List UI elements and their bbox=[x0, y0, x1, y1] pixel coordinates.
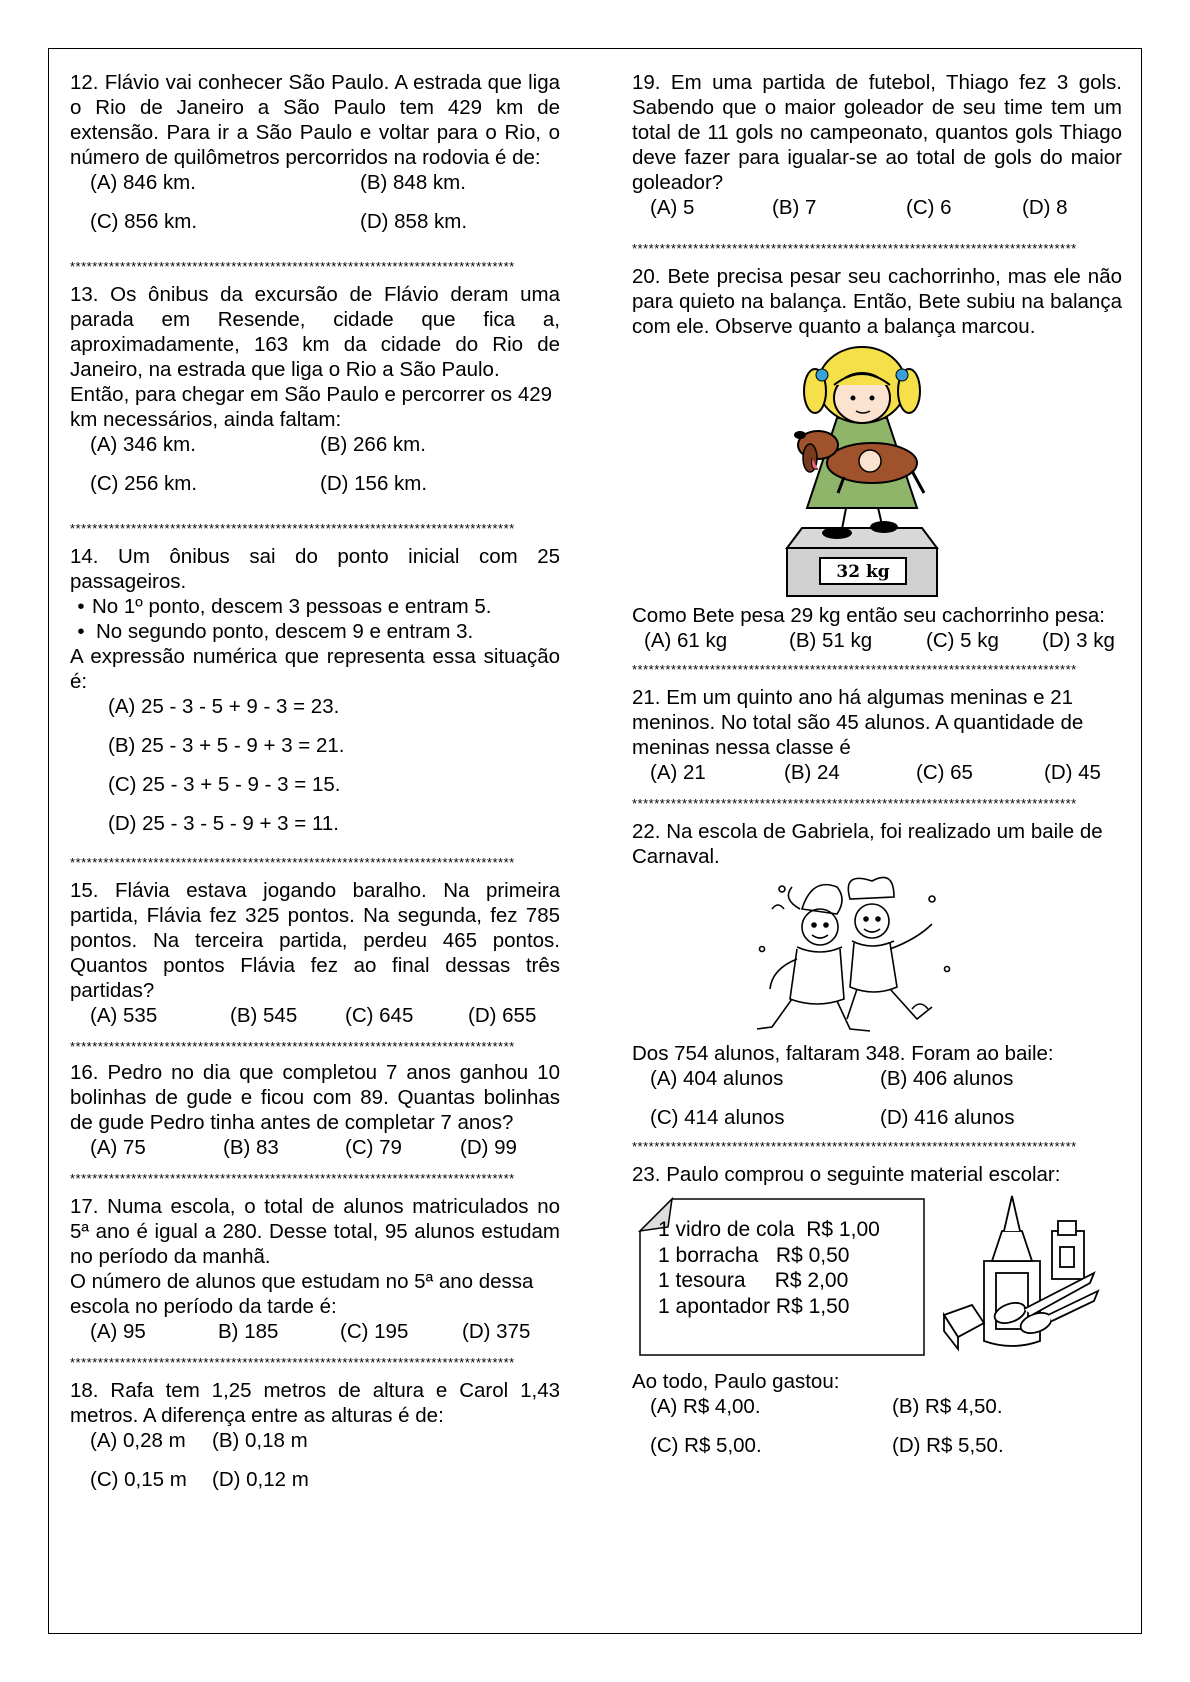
question-15-text: 15. Flávia estava jogando baralho. Na primeira partida, Flávia fez 325 pontos. Na segunda, fez 785 pontos. Na terceira partida, perdeu 465 pontos. Quantos pontos Flávia fez ao final dessas três partidas? bbox=[70, 879, 560, 1002]
question-12-text: 12. Flávio vai conhecer São Paulo. A estrada que liga o Rio de Janeiro a São Paulo tem 429 km de extensão. Para ir a São Paulo e voltar para o Rio, o número de quilômetros percorridos na rodovia é de: bbox=[70, 71, 560, 169]
question-16-text: 16. Pedro no dia que completou 7 anos ganhou 10 bolinhas de gude e ficou com 89. Quantas bolinhas de gude Pedro tinha antes de completar 7 anos? bbox=[70, 1061, 560, 1134]
question-12 bbox=[70, 70, 560, 170]
question-15-options bbox=[70, 1003, 560, 1028]
question-23 bbox=[632, 1162, 1122, 1187]
separator: ******************************************************************************** bbox=[70, 522, 515, 536]
question-17-text: 17. Numa escola, o total de alunos matriculados no 5ª ano é igual a 280. Desse total, 95 alunos estudam no período da manhã. bbox=[70, 1195, 560, 1268]
separator: ******************************************************************************** bbox=[632, 242, 1077, 256]
option-b[interactable]: (B) 83 bbox=[223, 1136, 279, 1159]
question-17-options bbox=[70, 1319, 560, 1344]
option-a[interactable]: (A) 535 bbox=[90, 1004, 158, 1027]
separator: ******************************************************************************** bbox=[70, 260, 515, 274]
girl-on-scale-illustration bbox=[632, 343, 1122, 603]
option-d[interactable]: (D) 25 - 3 - 5 - 9 + 3 = 11. bbox=[108, 812, 339, 835]
girl-with-dog-on-scale-image bbox=[632, 343, 1122, 603]
option-b[interactable]: (B) 545 bbox=[230, 1004, 298, 1027]
price-item: 1 apontador R$ 1,50 bbox=[658, 1294, 850, 1318]
bullet-text: No segundo ponto, descem 9 e entram 3. bbox=[96, 620, 474, 643]
price-list bbox=[658, 1217, 880, 1319]
question-14 bbox=[70, 544, 560, 594]
bullet-text: No 1º ponto, descem 3 pessoas e entram 5. bbox=[92, 595, 492, 618]
right-column bbox=[632, 70, 1122, 1458]
question-20-body bbox=[632, 603, 1122, 628]
option-a[interactable]: (A) 5 bbox=[650, 196, 695, 219]
option-d[interactable]: (D) 655 bbox=[468, 1004, 537, 1027]
question-14-option-b bbox=[70, 733, 560, 758]
option-d[interactable]: (D) 45 bbox=[1044, 761, 1101, 784]
option-b[interactable]: (B) 266 km. bbox=[320, 433, 426, 456]
option-b[interactable]: (B) R$ 4,50. bbox=[892, 1395, 1003, 1418]
scale-reading: 32 kg bbox=[836, 562, 890, 582]
option-b[interactable]: B) 185 bbox=[218, 1320, 279, 1343]
question-22-text-2: Dos 754 alunos, faltaram 348. Foram ao baile: bbox=[632, 1042, 1054, 1065]
separator: ******************************************************************************** bbox=[632, 1140, 1077, 1154]
price-item: 1 tesoura R$ 2,00 bbox=[658, 1269, 849, 1292]
question-22-body bbox=[632, 1041, 1122, 1066]
question-23-options-row1 bbox=[632, 1394, 1122, 1419]
bullet-item bbox=[70, 619, 560, 644]
question-22-options-row2 bbox=[632, 1105, 1122, 1130]
question-23-body bbox=[632, 1369, 1122, 1394]
question-14-body bbox=[70, 644, 560, 694]
option-d[interactable]: (D) 8 bbox=[1022, 196, 1068, 219]
option-c[interactable]: (C) R$ 5,00. bbox=[650, 1434, 762, 1457]
question-14-option-c bbox=[70, 772, 560, 797]
separator: ******************************************************************************** bbox=[70, 1172, 515, 1186]
bullet-icon: • bbox=[77, 595, 85, 618]
option-b[interactable]: (B) 24 bbox=[784, 761, 840, 784]
option-a[interactable]: (A) 346 km. bbox=[90, 433, 196, 456]
question-21 bbox=[632, 685, 1122, 760]
option-a[interactable]: (A) 0,28 m bbox=[90, 1429, 186, 1452]
option-c[interactable]: (C) 5 kg bbox=[926, 629, 999, 652]
separator: ******************************************************************************** bbox=[70, 1040, 515, 1054]
option-c[interactable]: (C) 195 bbox=[340, 1320, 409, 1343]
question-17-text-2: O número de alunos que estudam no 5ª ano dessa escola no período da tarde é: bbox=[70, 1270, 534, 1318]
question-23-options-row2 bbox=[632, 1433, 1122, 1458]
option-d[interactable]: (D) 99 bbox=[460, 1136, 517, 1159]
question-20-text: 20. Bete precisa pesar seu cachorrinho, mas ele não para quieto na balança. Então, Bete subiu na balança com ele. Observe quanto a balança marcou. bbox=[632, 265, 1122, 338]
bullet-item bbox=[70, 594, 560, 619]
option-a[interactable]: (A) 404 alunos bbox=[650, 1067, 784, 1090]
question-13 bbox=[70, 282, 560, 432]
option-c[interactable]: (C) 25 - 3 + 5 - 9 - 3 = 15. bbox=[108, 773, 341, 796]
carnival-illustration bbox=[632, 869, 1122, 1041]
option-a[interactable]: (A) 95 bbox=[90, 1320, 146, 1343]
left-column bbox=[70, 70, 560, 1492]
question-14-text-2: A expressão numérica que representa essa situação é: bbox=[70, 645, 560, 693]
option-c[interactable]: (C) 6 bbox=[906, 196, 952, 219]
option-b[interactable]: (B) 848 km. bbox=[360, 171, 466, 194]
option-d[interactable]: (D) 156 km. bbox=[320, 472, 428, 495]
question-13-options-row2 bbox=[70, 471, 560, 496]
option-a[interactable]: (A) 21 bbox=[650, 761, 706, 784]
question-13-text-2: Então, para chegar em São Paulo e percorrer os 429 km necessários, ainda faltam: bbox=[70, 383, 553, 431]
separator: ******************************************************************************** bbox=[632, 663, 1077, 677]
question-22 bbox=[632, 819, 1122, 869]
question-16-options bbox=[70, 1135, 560, 1160]
option-b[interactable]: (B) 51 kg bbox=[789, 629, 873, 652]
option-a[interactable]: (A) 75 bbox=[90, 1136, 146, 1159]
option-b[interactable]: (B) 7 bbox=[772, 196, 817, 219]
question-19-text: 19. Em uma partida de futebol, Thiago fez 3 gols. Sabendo que o maior goleador de seu time tem um total de 11 gols no campeonato, quantos gols Thiago deve fazer para igualar-se ao total de gols do maior goleador? bbox=[632, 71, 1122, 194]
question-14-text: 14. Um ônibus sai do ponto inicial com 25 passageiros. bbox=[70, 545, 560, 593]
question-17 bbox=[70, 1194, 560, 1319]
option-c[interactable]: (C) 414 alunos bbox=[650, 1106, 785, 1129]
question-18-options-row2 bbox=[70, 1467, 560, 1492]
question-22-options-row1 bbox=[632, 1066, 1122, 1091]
option-d[interactable]: (D) 375 bbox=[462, 1320, 531, 1343]
option-c[interactable]: (C) 65 bbox=[916, 761, 973, 784]
option-d[interactable]: (D) 0,12 m bbox=[212, 1468, 309, 1491]
option-b[interactable]: (B) 406 alunos bbox=[880, 1067, 1014, 1090]
school-supplies-figure bbox=[632, 1191, 1122, 1369]
option-a[interactable]: (A) 25 - 3 - 5 + 9 - 3 = 23. bbox=[108, 695, 340, 718]
option-a[interactable]: (A) 61 kg bbox=[644, 629, 728, 652]
option-c[interactable]: (C) 856 km. bbox=[90, 210, 198, 233]
option-b[interactable]: (B) 0,18 m bbox=[212, 1429, 308, 1452]
question-14-option-a bbox=[70, 694, 560, 719]
option-b[interactable]: (B) 25 - 3 + 5 - 9 + 3 = 21. bbox=[108, 734, 345, 757]
question-23-text: 23. Paulo comprou o seguinte material escolar: bbox=[632, 1163, 1061, 1186]
option-c[interactable]: (C) 79 bbox=[345, 1136, 402, 1159]
price-item: 1 vidro de cola R$ 1,00 bbox=[658, 1218, 880, 1241]
question-20-options bbox=[632, 628, 1122, 653]
separator: ******************************************************************************** bbox=[70, 856, 515, 870]
option-d[interactable]: (D) 3 kg bbox=[1042, 629, 1115, 652]
option-c[interactable]: (C) 256 km. bbox=[90, 472, 198, 495]
option-a[interactable]: (A) R$ 4,00. bbox=[650, 1395, 761, 1418]
option-c[interactable]: (C) 0,15 m bbox=[90, 1468, 187, 1491]
question-18 bbox=[70, 1378, 560, 1428]
question-21-options bbox=[632, 760, 1122, 785]
option-d[interactable]: (D) 416 alunos bbox=[880, 1106, 1015, 1129]
separator: ******************************************************************************** bbox=[632, 797, 1077, 811]
question-23-text-2: Ao todo, Paulo gastou: bbox=[632, 1370, 840, 1393]
question-21-text: 21. Em um quinto ano há algumas meninas e 21 meninos. No total são 45 alunos. A quantidade de meninas nessa classe é bbox=[632, 686, 1084, 759]
question-18-options-row1 bbox=[70, 1428, 560, 1453]
question-19 bbox=[632, 70, 1122, 195]
separator: ******************************************************************************** bbox=[70, 1356, 515, 1370]
option-d[interactable]: (D) R$ 5,50. bbox=[892, 1434, 1004, 1457]
question-12-options-row1 bbox=[70, 170, 560, 195]
price-item: 1 borracha R$ 0,50 bbox=[658, 1243, 850, 1267]
question-20 bbox=[632, 264, 1122, 339]
question-16 bbox=[70, 1060, 560, 1135]
option-c[interactable]: (C) 645 bbox=[345, 1004, 414, 1027]
option-d[interactable]: (D) 858 km. bbox=[360, 210, 468, 233]
question-22-text: 22. Na escola de Gabriela, foi realizado um baile de Carnaval. bbox=[632, 820, 1103, 868]
question-19-options bbox=[632, 195, 1122, 220]
carnival-dancers-image bbox=[632, 869, 1122, 1041]
bullet-icon: • bbox=[77, 620, 85, 643]
option-a[interactable]: (A) 846 km. bbox=[90, 171, 196, 194]
question-12-options-row2 bbox=[70, 209, 560, 234]
question-13-text: 13. Os ônibus da excursão de Flávio deram uma parada em Resende, cidade que fica a, aproximadamente, 163 km da cidade do Rio de Janeiro, na estrada que liga o Rio a São Paulo. bbox=[70, 283, 560, 381]
question-13-options-row1 bbox=[70, 432, 560, 457]
question-18-text: 18. Rafa tem 1,25 metros de altura e Carol 1,43 metros. A diferença entre as alturas é de: bbox=[70, 1379, 560, 1427]
question-15 bbox=[70, 878, 560, 1003]
question-20-text-2: Como Bete pesa 29 kg então seu cachorrinho pesa: bbox=[632, 604, 1105, 627]
question-14-option-d bbox=[70, 811, 560, 836]
